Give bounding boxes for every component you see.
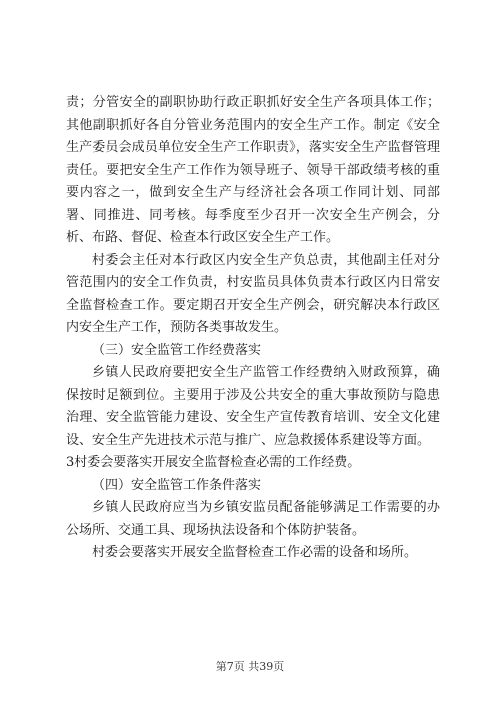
paragraph-village-equipment: 村委会要落实开展安全监督检查工作必需的设备和场所。 [92,545,418,560]
paragraph-village-committee: 村委会主任对本行政区内安全生产负总责，其他副主任对分管范围内的安全工作负责，村安监员具体负责本行政区内日常安全监督检查工作。要定期召开安全生产例会，研究解决本行政区内安全生产工作，预防各类事故发生。 [66,252,440,335]
section-heading-conditions: （四）安全监管工作条件落实 [92,477,262,493]
page-number: 第7页 共39页 [215,660,285,673]
paragraph-responsibilities: 责；分管安全的副职协助行政正职抓好安全生产各项具体工作；其他副职抓好各自分管业务范围内的安全生产工作。制定《安全生产委员会成员单位安全生产工作职责》，落实安全生产监督管理责任。要把安全生产工作作为领导班子、领导干部政绩考核的重要内容之一，做到安全生产与经济社会各项工作同计划、同部署、同推进、同考核。每季度至少召开一次安全生产例会，分析、布路、督促、检查本行政区安全生产工作。 [66,95,440,245]
paragraph-funding: 乡镇人民政府要把安全生产监管工作经费纳入财政预算，确保按时足额到位。主要用于涉及公共安全的重大事故预防与隐患治理、安全监管能力建设、安全生产宣传教育培训、安全文化建设、安全生产先进技术示范与推广、应急救援体系建设等方面。 [66,365,440,448]
section-heading-funding: （三）安全监管工作经费落实 [92,342,262,358]
document-body [66,92,440,565]
paragraph-village-funding: 3村委会要落实开展安全监督检查必需的工作经费。 [66,455,361,470]
paragraph-conditions: 乡镇人民政府应当为乡镇安监员配备能够满足工作需要的办公场所、交通工具、现场执法设备和个体防护装备。 [66,500,440,538]
